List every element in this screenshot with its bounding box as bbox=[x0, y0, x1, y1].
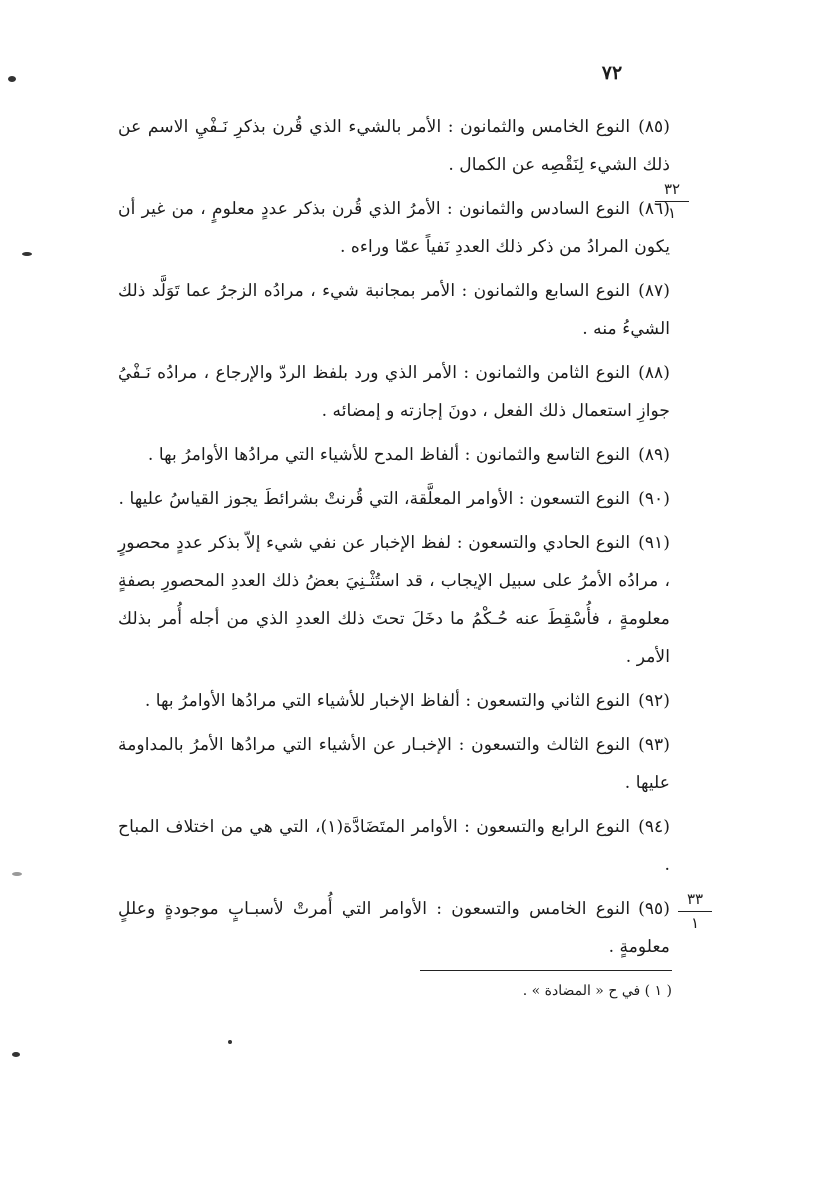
marginal-note bbox=[678, 890, 712, 932]
paragraph-text: النوع التاسع والثمانون : ألفاظ المدح للأشياء التي مرادُها الأوامرُ بها . bbox=[147, 445, 631, 465]
marginal-note-top: ٣٣ bbox=[678, 890, 712, 912]
paragraph bbox=[118, 108, 670, 184]
paragraph-number: (٩٤) bbox=[638, 817, 670, 837]
footnote: ( ١ ) في ح « المضادة » . bbox=[522, 983, 672, 999]
paragraph-number: (٩٣) bbox=[638, 735, 670, 755]
footnote-divider bbox=[420, 970, 672, 971]
paragraph-number: (٩١) bbox=[638, 533, 670, 553]
paragraph bbox=[118, 890, 670, 966]
paragraph bbox=[118, 524, 670, 676]
scan-speck bbox=[12, 872, 22, 876]
paragraph bbox=[118, 354, 670, 430]
scan-speck bbox=[228, 1040, 232, 1044]
paragraph bbox=[118, 436, 670, 474]
paragraph-text: النوع السادس والثمانون : الأمرُ الذي قُرن بذكر عددٍ معلومٍ ، من غير أن يكون المرادُ من ذكر ذلك العددِ نَفياً عمّا وراءه . bbox=[118, 199, 670, 257]
paragraph-text: النوع الخامس والتسعون : الأوامر التي أُمرتْ لأسبـابٍ موجودةٍ وعللٍ معلومةٍ . bbox=[118, 899, 670, 957]
paragraph bbox=[118, 808, 670, 884]
paragraph-number: (٨٧) bbox=[638, 281, 670, 301]
paragraph-number: (٩٥) bbox=[638, 899, 670, 919]
paragraph-number: (٩٢) bbox=[638, 691, 670, 711]
paragraph-number: (٨٩) bbox=[638, 445, 670, 465]
paragraph-text: النوع الثاني والتسعون : ألفاظ الإخبار للأشياء التي مرادُها الأوامرُ بها . bbox=[144, 691, 631, 711]
paragraph bbox=[118, 726, 670, 802]
scan-speck bbox=[22, 252, 32, 256]
paragraph-text: النوع السابع والثمانون : الأمر بمجانبة شيء ، مرادُه الزجرُ عما تَوَلَّد ذلك الشيءُ منه . bbox=[118, 281, 670, 339]
paragraph-number: (٩٠) bbox=[638, 489, 670, 509]
paragraph-text: النوع الرابع والتسعون : الأوامر المتَضَادَّة(١)، التي هي من اختلاف المباح . bbox=[118, 817, 670, 875]
scan-speck bbox=[8, 76, 16, 82]
paragraph-text: النوع الخامس والثمانون : الأمر بالشيء الذي قُرن بذكرِ نَـفْيِ الاسم عن ذلك الشيء لِنَقْصِه عن الكمال . bbox=[118, 117, 670, 175]
paragraph bbox=[118, 682, 670, 720]
page-number: ٧٢ bbox=[601, 62, 623, 84]
paragraph-text: النوع الثامن والثمانون : الأمر الذي ورد بلفظ الردّ والإرجاع ، مرادُه نَـفْيُ جوازِ استعمال ذلك الفعل ، دونَ إجازته و إمضائه . bbox=[118, 363, 670, 421]
paragraph-text: النوع التسعون : الأوامر المعلَّقة، التي قُرنتْ بشرائطَ يجوز القياسُ عليها . bbox=[118, 489, 631, 509]
paragraph bbox=[118, 190, 670, 266]
main-text bbox=[118, 108, 670, 966]
marginal-note-top: ٣٢ bbox=[655, 180, 689, 202]
scan-speck bbox=[12, 1052, 20, 1057]
paragraph bbox=[118, 480, 670, 518]
paragraph-number: (٨٦) bbox=[638, 199, 670, 219]
paragraph-number: (٨٥) bbox=[638, 117, 670, 137]
paragraph bbox=[118, 272, 670, 348]
paragraph-number: (٨٨) bbox=[638, 363, 670, 383]
paragraph-text: النوع الثالث والتسعون : الإخبـار عن الأشياء التي مرادُها الأمرُ بالمداومة عليها . bbox=[118, 735, 670, 793]
paragraph-text: النوع الحادي والتسعون : لفظ الإخبار عن نفي شيء إلاّ بذكر عددٍ محصورٍ ، مرادُه الأمرُ على سبيل الإيجاب ، قد استُثْـنِيَ بعضُ ذلك العددِ المحصورِ بصفةٍ معلومةٍ ، فأُسْقِطَ عنه حُـكْمُ ما دخَلَ تحتَ ذلك العددِ الذي من أجله أُمر بذلك الأمر . bbox=[118, 533, 670, 667]
marginal-note-bottom: ١ bbox=[690, 914, 700, 932]
marginal-note-bottom: ١ bbox=[667, 204, 677, 222]
